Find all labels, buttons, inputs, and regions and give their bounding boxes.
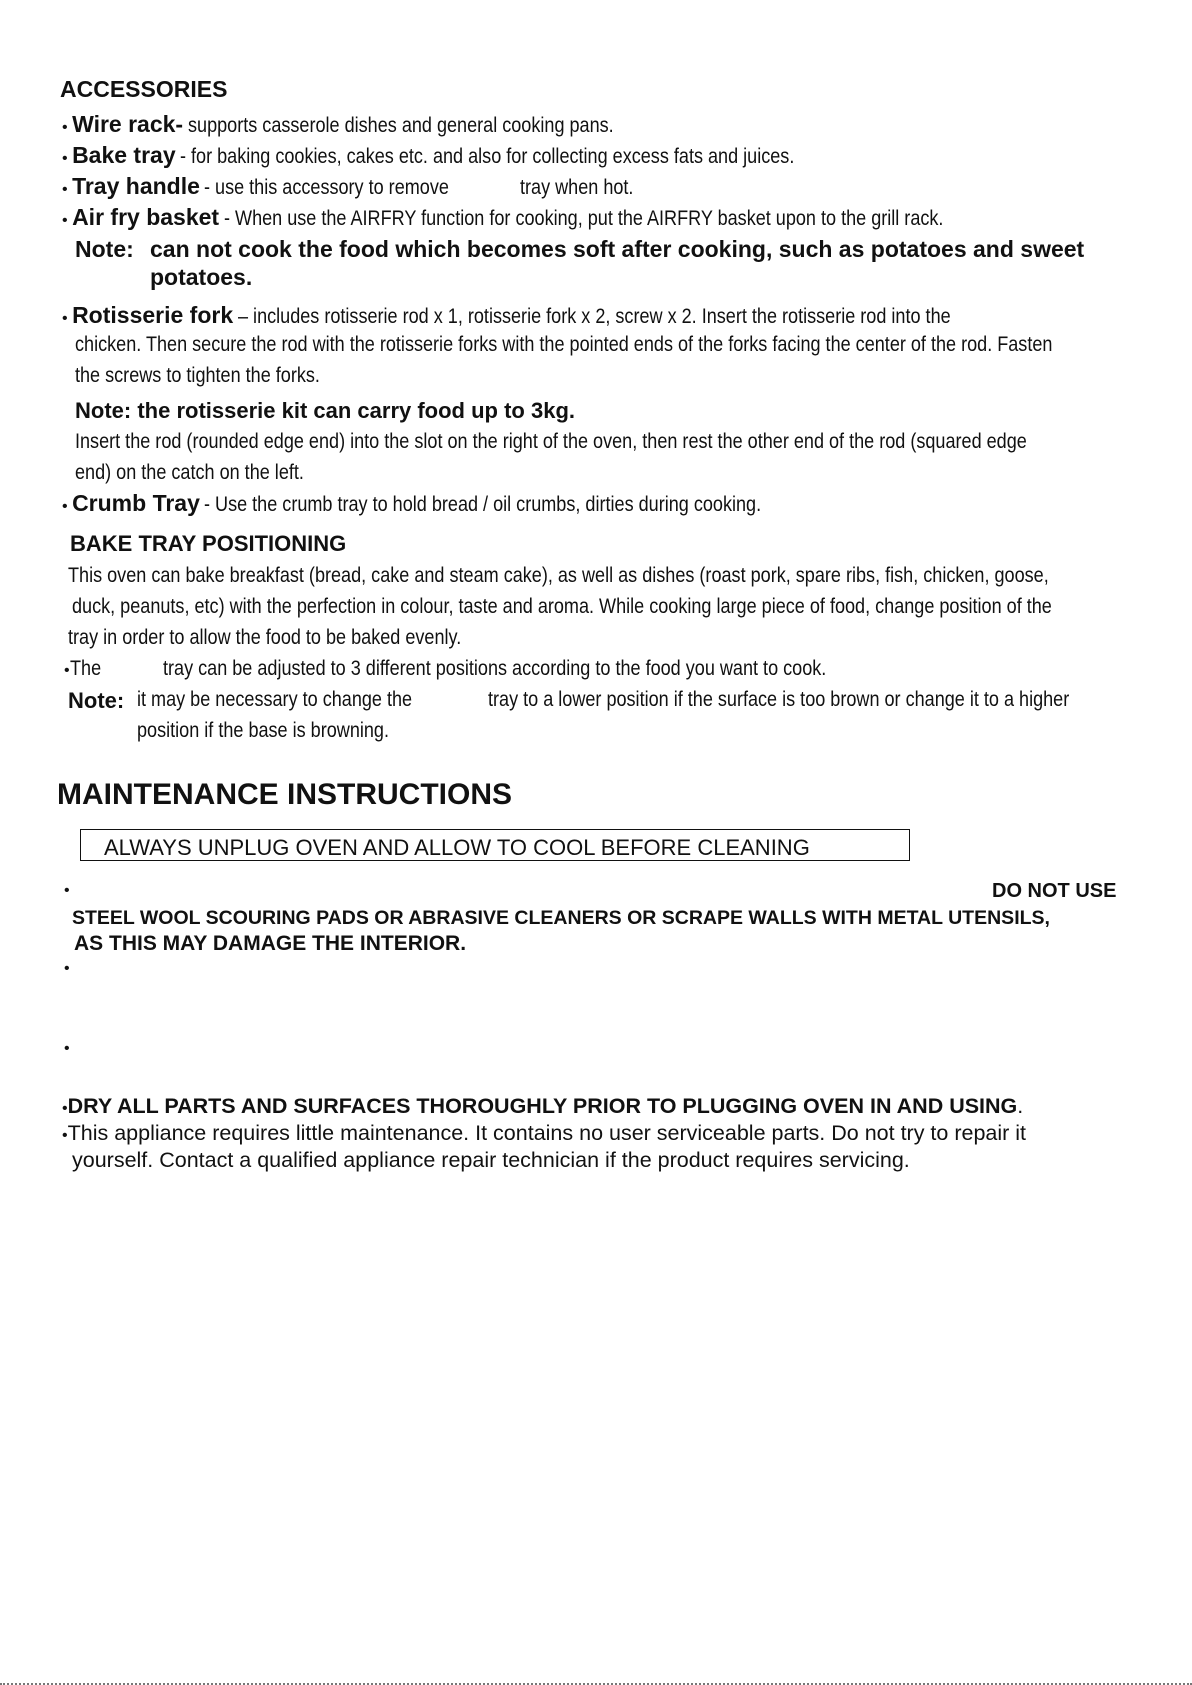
positioning-line-3: tray in order to allow the food to be baked evenly.: [68, 626, 462, 649]
bake-tray-text: - for baking cookies, cakes etc. and also for collecting excess fats and juices.: [180, 145, 795, 168]
tray-handle-text-b: tray when hot.: [520, 176, 634, 199]
bullet: •: [62, 150, 68, 167]
dry-parts-text: DRY ALL PARTS AND SURFACES THOROUGHLY PRIOR TO PLUGGING OVEN IN AND USING: [67, 1094, 1018, 1118]
unplug-warning-text: ALWAYS UNPLUG OVEN AND ALLOW TO COOL BEFORE CLEANING: [104, 835, 810, 860]
list-item-air-fry-basket: [62, 204, 1060, 231]
rotisserie-line-4: Insert the rod (rounded edge end) into the slot on the right of the oven, then rest the other end of the rod (squared edge: [75, 430, 1027, 453]
air-fry-text: - When use the AIRFRY function for cooking, put the AIRFRY basket upon to the grill rack.: [223, 207, 943, 230]
accessories-heading: ACCESSORIES: [60, 76, 228, 102]
bullet: •: [62, 498, 68, 515]
list-item-tray-handle: [62, 173, 652, 200]
positioning-heading: BAKE TRAY POSITIONING: [70, 531, 347, 556]
crumb-tray-term: Crumb Tray: [72, 490, 200, 516]
warning-line-2: STEEL WOOL SCOURING PADS OR ABRASIVE CLEANERS OR SCRAPE WALLS WITH METAL UTENSILS,: [72, 907, 1050, 929]
positioning-bullet: [64, 657, 106, 681]
rotisserie-line-2: chicken. Then secure the rod with the rotisserie forks with the pointed ends of the forks facing the center of the rod. Fasten: [75, 333, 1053, 356]
service-text-1: This appliance requires little maintenance. It contains no user serviceable parts. Do not try to repair it: [67, 1121, 1027, 1145]
bullet: •: [62, 212, 68, 229]
list-item-crumb-tray: [62, 490, 852, 517]
positioning-note-b: tray to a lower position if the surface is too brown or change it to a higher: [488, 688, 1070, 711]
tray-handle-text-a: - use this accessory to remove: [204, 176, 450, 199]
list-item-bake-tray: [62, 142, 894, 169]
bullet: •: [64, 882, 70, 899]
rotisserie-line-5: end) on the catch on the left.: [75, 461, 304, 484]
do-not-use-text: DO NOT USE: [992, 880, 1117, 902]
positioning-line-2: duck, peanuts, etc) with the perfection in colour, taste and aroma. While cooking large piece of food, change position of the: [72, 595, 1052, 618]
dry-parts-line: [62, 1094, 1023, 1119]
air-fry-note-line-2: potatoes.: [150, 264, 253, 290]
crumb-tray-text: - Use the crumb tray to hold bread / oil crumbs, dirties during cooking.: [204, 493, 762, 516]
warning-line-3: AS THIS MAY DAMAGE THE INTERIOR.: [74, 932, 467, 955]
list-item-wire-rack: [62, 111, 683, 138]
positioning-note-line-2: position if the base is browning.: [137, 719, 389, 742]
wire-rack-text: supports casserole dishes and general cooking pans.: [187, 114, 614, 137]
service-line-1: [62, 1121, 1026, 1146]
rotisserie-line-3: the screws to tighten the forks.: [75, 364, 320, 387]
positioning-bullet-a: The: [69, 657, 101, 680]
bullet: •: [62, 181, 68, 198]
bullet: •: [62, 119, 68, 136]
air-fry-note-label: Note:: [75, 236, 134, 262]
bullet: •: [64, 1040, 70, 1057]
maintenance-heading: MAINTENANCE INSTRUCTIONS: [57, 778, 512, 811]
wire-rack-term: Wire rack-: [72, 111, 184, 137]
bake-tray-term: Bake tray: [72, 142, 176, 168]
bullet: •: [62, 310, 68, 327]
bullet: •: [62, 1100, 68, 1117]
dry-parts-period: .: [1017, 1094, 1024, 1118]
list-item-rotisserie-fork: [62, 302, 1066, 329]
service-line-2: yourself. Contact a qualified appliance repair technician if the product requires servicing.: [72, 1148, 910, 1172]
positioning-note-label: Note:: [68, 688, 125, 713]
bullet: •: [64, 960, 70, 977]
rotisserie-line-1: – includes rotisserie rod x 1, rotisserie fork x 2, screw x 2. Insert the rotisserie rod into the: [237, 305, 951, 328]
rotisserie-note: Note: the rotisserie kit can carry food up to 3kg.: [75, 398, 575, 423]
positioning-bullet-b: tray can be adjusted to 3 different positions according to the food you want to cook.: [163, 657, 827, 680]
bullet: •: [64, 662, 70, 679]
tray-handle-term: Tray handle: [72, 173, 200, 199]
positioning-note-a: it may be necessary to change the: [137, 688, 413, 711]
bullet: •: [62, 1127, 68, 1144]
positioning-line-1: This oven can bake breakfast (bread, cake and steam cake), as well as dishes (roast pork, spare ribs, fish, chicken, goose,: [68, 564, 1049, 587]
air-fry-note-line-1: can not cook the food which becomes soft after cooking, such as potatoes and sweet: [150, 236, 1085, 262]
air-fry-term: Air fry basket: [72, 204, 220, 230]
rotisserie-term: Rotisserie fork: [72, 302, 234, 328]
